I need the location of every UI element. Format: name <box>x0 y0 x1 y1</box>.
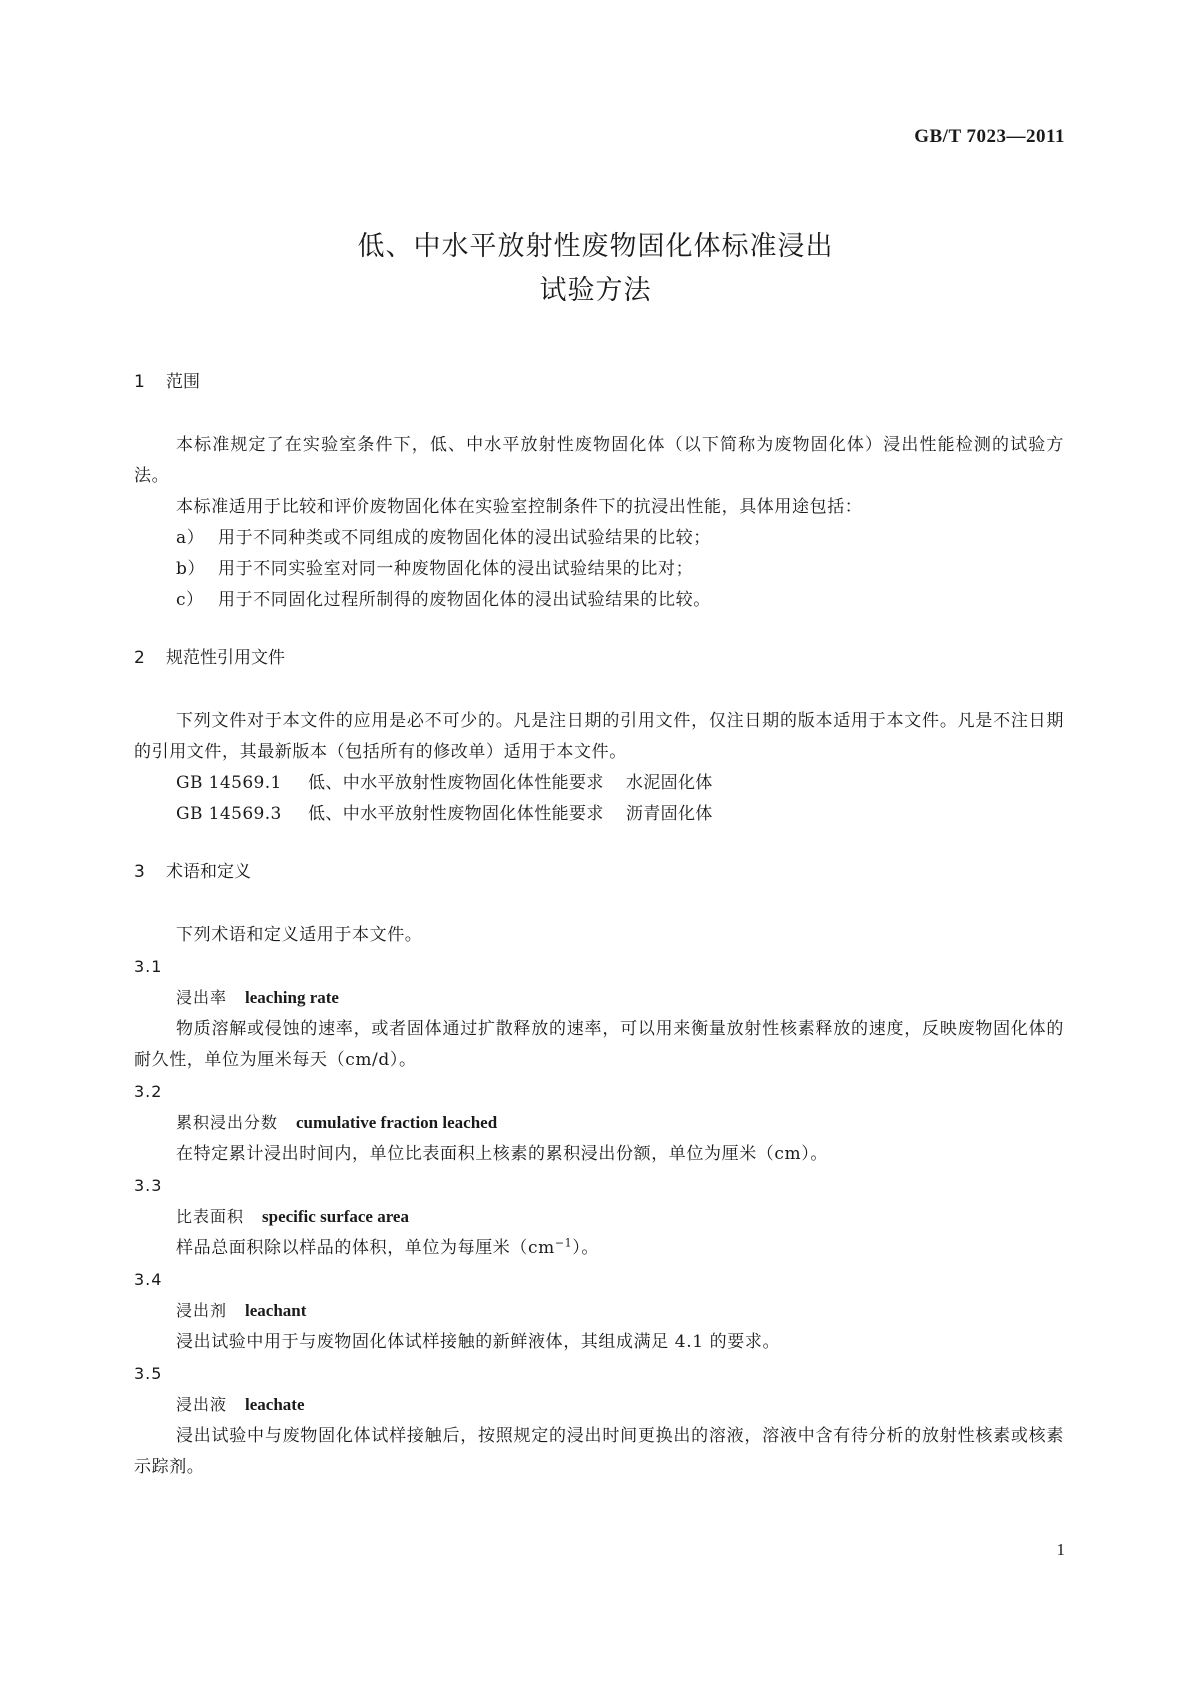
term-zh: 浸出液 <box>176 1395 228 1414</box>
section-title: 术语和定义 <box>166 862 251 882</box>
term-title <box>134 1107 1064 1139</box>
term-definition: 在特定累计浸出时间内，单位比表面积上核素的累积浸出份额，单位为厘米（cm）。 <box>176 1144 828 1164</box>
term-title <box>134 982 1064 1014</box>
paragraph: 下列文件对于本文件的应用是必不可少的。凡是注日期的引用文件，仅注日期的版本适用于本文件。凡是不注日期的引用文件，其最新版本（包括所有的修改单）适用于本文件。 <box>134 711 1064 762</box>
term-definition: 浸出试验中用于与废物固化体试样接触的新鲜液体，其组成满足 4.1 的要求。 <box>176 1332 781 1352</box>
term-number: 3.5 <box>134 1364 163 1383</box>
term-en: specific surface area <box>262 1207 409 1226</box>
term-title <box>134 1201 1064 1233</box>
list-marker: c） <box>176 590 204 610</box>
list-marker: b） <box>176 559 206 579</box>
section-2-heading <box>134 644 1064 672</box>
term-title <box>134 1295 1064 1327</box>
title-line-1: 低、中水平放射性废物固化体标准浸出 <box>357 231 834 262</box>
term-number: 3.2 <box>134 1082 163 1101</box>
section-title: 范围 <box>166 372 200 392</box>
page-number: 1 <box>1056 1540 1065 1559</box>
term-definition: 浸出试验中与废物固化体试样接触后，按照规定的浸出时间更换出的溶液，溶液中含有待分析的放射性核素或核素示踪剂。 <box>134 1426 1064 1477</box>
title-line-2: 试验方法 <box>539 275 652 306</box>
term-zh: 比表面积 <box>176 1207 245 1226</box>
list-text: 用于不同实验室对同一种废物固化体的浸出试验结果的比对； <box>218 559 694 579</box>
section-number: 1 <box>134 372 145 392</box>
paragraph: 下列术语和定义适用于本文件。 <box>176 925 423 945</box>
list-text: 用于不同固化过程所制得的废物固化体的浸出试验结果的比较。 <box>218 590 711 610</box>
term-number: 3.3 <box>134 1176 163 1195</box>
term-definition <box>134 1233 1064 1264</box>
reference-kind: 水泥固化体 <box>625 773 713 793</box>
term-definition: 物质溶解或侵蚀的速率，或者固体通过扩散释放的速率，可以用来衡量放射性核素释放的速度，反映废物固化体的耐久性，单位为厘米每天（cm/d）。 <box>134 1019 1064 1070</box>
superscript: −1 <box>554 1236 573 1250</box>
list-item <box>134 554 1064 585</box>
document-title <box>0 225 1191 313</box>
section-number: 2 <box>134 648 145 668</box>
term-en: leaching rate <box>245 988 339 1007</box>
reference-code: GB 14569.1 <box>176 773 282 793</box>
list-item <box>134 585 1064 616</box>
reference-item <box>134 799 1064 830</box>
definition-text: 样品总面积除以样品的体积，单位为每厘米（cm <box>176 1238 555 1258</box>
reference-title: 低、中水平放射性废物固化体性能要求 <box>308 773 604 793</box>
section-3-heading <box>134 858 1064 886</box>
term-en: leachate <box>245 1395 305 1414</box>
term-en: leachant <box>245 1301 307 1320</box>
list-item <box>134 523 1064 554</box>
paragraph: 本标准规定了在实验室条件下，低、中水平放射性废物固化体（以下简称为废物固化体）浸出性能检测的试验方法。 <box>134 435 1064 486</box>
reference-kind: 沥青固化体 <box>625 804 713 824</box>
paragraph: 本标准适用于比较和评价废物固化体在实验室控制条件下的抗浸出性能，具体用途包括： <box>176 497 863 517</box>
list-text: 用于不同种类或不同组成的废物固化体的浸出试验结果的比较； <box>218 528 711 548</box>
document-body <box>134 368 1064 1483</box>
section-title: 规范性引用文件 <box>166 648 285 668</box>
term-title <box>134 1389 1064 1421</box>
term-number: 3.4 <box>134 1270 163 1289</box>
term-en: cumulative fraction leached <box>296 1113 498 1132</box>
term-number: 3.1 <box>134 957 163 976</box>
definition-text: ）。 <box>572 1238 599 1258</box>
reference-code: GB 14569.3 <box>176 804 282 824</box>
list-marker: a） <box>176 528 205 548</box>
reference-item <box>134 768 1064 799</box>
section-number: 3 <box>134 862 145 882</box>
term-zh: 浸出率 <box>176 988 228 1007</box>
term-zh: 浸出剂 <box>176 1301 228 1320</box>
standard-code: GB/T 7023—2011 <box>914 126 1065 147</box>
reference-title: 低、中水平放射性废物固化体性能要求 <box>308 804 604 824</box>
section-1-heading <box>134 368 1064 396</box>
term-zh: 累积浸出分数 <box>176 1113 279 1132</box>
